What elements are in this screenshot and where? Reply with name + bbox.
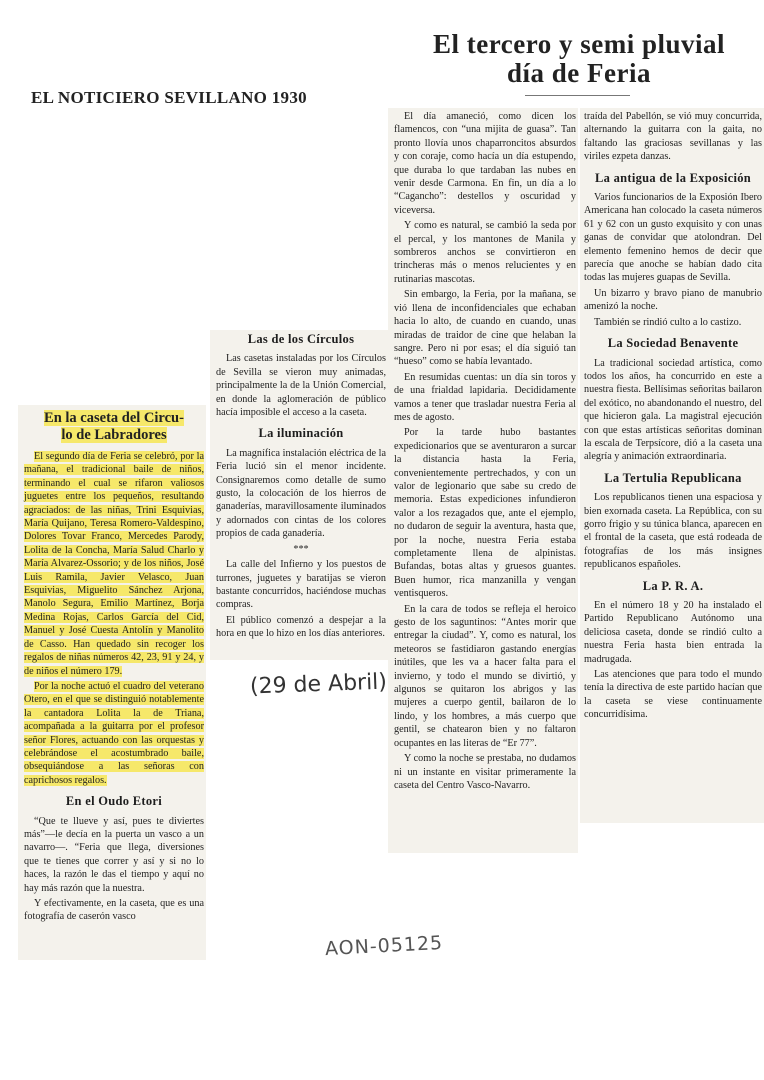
publication-header: EL NOTICIERO SEVILLANO 1930 <box>31 88 307 107</box>
middle-paragraph-1: Las casetas instaladas por los Círculos de Sevilla se vieron muy animadas, principalmente la de la Unión Comercial, en donde la aglomeración de público hacía imposible el acceso a la caseta. <box>216 353 386 419</box>
subheading-pra: La P. R. A. <box>642 578 704 593</box>
left-title-line1: En la caseta del Circu- <box>44 410 184 426</box>
right-paragraph-8: Las atenciones que para todo el mundo tenía la directiva de este partido hacían que la caseta se viese continuamente concurridísima. <box>584 669 762 721</box>
center-paragraph-7: Y como la noche se prestaba, no dudamos ni un instante en visitar primeramente la caseta del Centro Vasco-Navarro. <box>394 753 576 791</box>
center-paragraph-3: Sin embargo, la Feria, por la mañana, se vió llena de inconfidenciales que echaban hacia lo alto, de cuando en cuando, unas miradas de traidor de cine que helaban la sangre. Pero ni por esas; el día siguió tan “hueso” como se había levantado. <box>394 289 576 368</box>
left-paragraph-2: Por la noche actuó el cuadro del veterano Otero, en el que se distinguió notablemente la cantadora Lolita la de Triana, acompañada a la guitarra por el profesor señor Flores, actuando con las orquestas y celebrándose el acostumbrado baile, obsequiándose a las señoras con caprichosos regalos. <box>24 680 204 786</box>
headline-line2: día de Feria <box>507 58 651 88</box>
headline-line1: El tercero y semi pluvial <box>433 29 725 59</box>
handwritten-date-note: (29 de Abril) <box>249 669 388 700</box>
subheading-tertulia-republicana: La Tertulia Republicana <box>604 470 742 485</box>
subheading-circulos: Las de los Círculos <box>247 332 355 346</box>
right-paragraph-4: También se rindió culto a lo castizo. <box>594 316 742 328</box>
subheading-iluminacion: La iluminación <box>258 426 344 441</box>
center-paragraph-5: Por la tarde hubo bastantes expedicionarios que se aventuraron a surcar la distancia hasta la Feria, convenientemente pertrechados, y con un valor de legionario que sabe su credo de memoria. Estas expediciones infundieron valor a los rezagados que, ante el ejemplo, no dudaron de seguir la aventura, hasta que, por la noche, nuestra Feria estaba completamente llena de alpinistas. Bufandas, botas altas y gruesos guantes. Buen humor, rica manzanilla y vengan ventisqueros. <box>394 427 576 600</box>
center-paragraph-6: En la cara de todos se refleja el heroico gesto de los saguntinos: “Antes morir que entregar la ciudad”. Y, como es natural, los meteoros se fastidiaron gastando energías inútiles, que les va a hacer falta para el invierno, y todo el mundo se divirtió, y algunos se quitaron los abrigos y las mujeres a cuerpo gentil, bailaron de lo lindo, y los hombres, a más cuerpo que gentil, se chatearon bien y no faltaron ocupantes en las literas de “Er 77”. <box>394 603 576 749</box>
left-paragraph-1: El segundo día de Feria se celebró, por la mañana, el tradicional baile de niños, terminando el cual se rifaron valiosos juguetes entre los pequeños, resultando agraciados: de las niñas, Trini Esquivias, María Quijano, Teresa Romero-Valdespino, Dolores Tovar Franco, Mercedes Parody, Lolita de la Concha, María Salud Charlo y María Alvarez-Ossorio; y de los niños, José Luis Ramila, Javier Velasco, Juan Esquivias, Miguelito Sánchez Arjona, Manolo Segura, Emilio Martínez, Borja Medina Rojas, Carlos García del Cid, Manuel y José Cuesta Antolín y Manolito de Casso. Han quedado sin recoger los regalos de niñas números 42, 23, 91 y 24, y de niños el número 179. <box>24 451 204 677</box>
left-title-line2: lo de Labradores <box>61 427 167 443</box>
center-paragraph-4: En resumidas cuentas: un día sin toros y de una frialdad lapidaria. Decididamente vamos a tener que trasladar nuestra Feria al mes de agosto. <box>394 371 576 423</box>
left-paragraph-3: “Que te llueve y así, pues te diviertes más”—le decía en la puerta un vasco a un navarro—. “Feria que llega, diversiones que te tienes que correr y así y si no lo haces, la razón le das el tiempo y aquí no hay más razón que la nuestra. <box>24 815 204 894</box>
right-paragraph-2: Varios funcionarios de la Exposión Ibero Americana han colocado la caseta números 61 y 62 con un gusto exquisito y con unas ganas de convidar que atolondran. Del elemento femenino hemos de decir que parecía que anoche se habían dado cita todas las mujeres guapas de Sevilla. <box>584 192 762 284</box>
subheading-oudo-etori: En el Oudo Etori <box>65 794 163 809</box>
separator-stars: *** <box>293 543 309 555</box>
right-paragraph-3: Un bizarro y bravo piano de manubrio amenizó la noche. <box>584 287 762 313</box>
right-paragraph-7: En el número 18 y 20 ha instalado el Partido Republicano Autónomo una deliciosa caseta, donde se rindió culto a nuestra Feria hasta bien entrada la madrugada. <box>584 600 762 665</box>
right-paragraph-1: traída del Pabellón, se vió muy concurrida, alternando la guitarra con la gaita, no faltando las graciosas sevillanas y las viriles ezpeta danzas. <box>584 111 762 163</box>
center-article <box>394 110 576 794</box>
left-article-title <box>24 410 204 444</box>
headline-ornament-rule <box>525 95 630 96</box>
right-article <box>584 110 762 724</box>
subheading-sociedad-benavente: La Sociedad Benavente <box>607 336 739 351</box>
middle-paragraph-2: La magnífica instalación eléctrica de la Feria lució sin el menor incidente. Consignaremos como detalle de sumo gusto, la colocación de los hierros de ganaderías, maravillosamente iluminados y adornados con cintas de los colores propios de cada ganadería. <box>216 447 386 540</box>
center-paragraph-2: Y como es natural, se cambió la seda por el percal, y los mantones de Manila y sombreros anchos se convirtieron en trincheras más o menos relucientes y en rutinarias mascotas. <box>394 220 576 285</box>
left-paragraph-4: Y efectivamente, en la caseta, que es una fotografía de caserón vasco <box>24 898 204 923</box>
middle-paragraph-4: El público comenzó a despejar a la hora en que lo hizo en los días anteriores. <box>216 614 386 640</box>
handwritten-archive-code: AON-05125 <box>324 931 444 961</box>
subheading-antigua-exposicion: La antigua de la Exposición <box>594 170 752 185</box>
left-article <box>24 410 204 926</box>
right-paragraph-6: Los republicanos tienen una espaciosa y bien exornada caseta. La República, con su gorro frigio y su túnica blanca, aparecen en el frontal de la caseta, que está rodeada de fotografías de los más insignes republicanos españoles. <box>584 492 762 571</box>
right-paragraph-5: La tradicional sociedad artística, como todos los años, ha concurrido en este a nuestra fiesta. Bellísimas señoritas bailaron del exótico, no abandonando el nuestro, del que hicieron gala. La magistral ejecución con que estas artísticas señoritas dominan la escala de Terpsícore, dió a la caseta una alegría y animación extraordinaria. <box>584 357 762 463</box>
middle-article <box>216 333 386 643</box>
main-headline <box>393 30 764 88</box>
middle-paragraph-3: La calle del Infierno y los puestos de turrones, juguetes y baratijas se vieron bastante concurridos, haciéndose muchas compras. <box>216 559 386 611</box>
center-paragraph-1: El día amaneció, como dicen los flamencos, con “una mijita de guasa”. Tan pronto llovía unos chaparroncitos absurdos y con coraje, como hacía un día estupendo, que duraba lo que tardaban las nubes en venir desde Carmona. En fin, un día a lo “Cagancho”: destellos y oscuridad y viceversa. <box>394 111 576 216</box>
